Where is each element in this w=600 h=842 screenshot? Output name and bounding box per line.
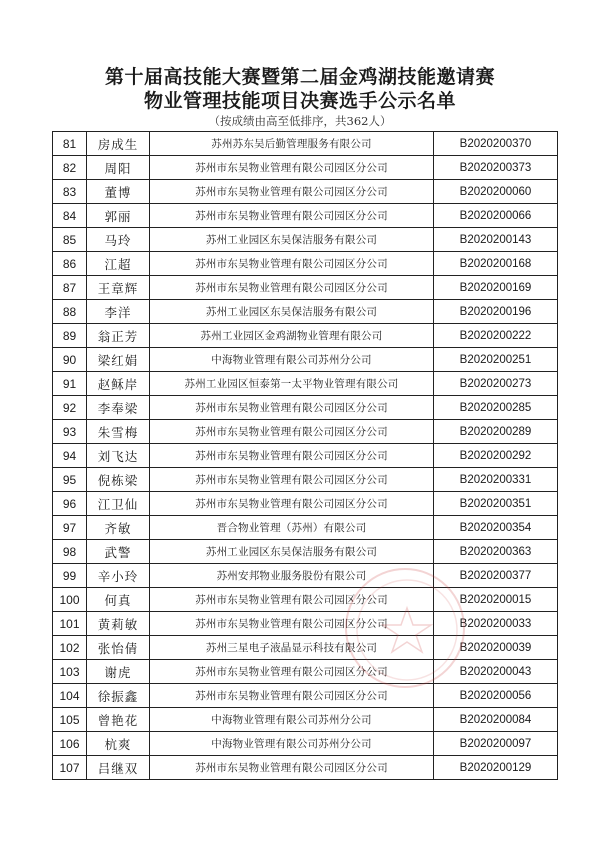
rank-cell: 82 [53, 156, 87, 180]
name-cell: 杭爽 [87, 732, 150, 756]
table-row [53, 252, 558, 276]
name-cell: 江超 [87, 252, 150, 276]
id-cell: B2020200168 [434, 252, 558, 276]
company-cell: 苏州三星电子液晶显示科技有限公司 [150, 636, 434, 660]
name-cell: 朱雪梅 [87, 420, 150, 444]
company-cell: 苏州市东吴物业管理有限公司园区分公司 [150, 492, 434, 516]
rank-cell: 86 [53, 252, 87, 276]
table-row [53, 708, 558, 732]
table-row [53, 612, 558, 636]
company-cell: 苏州工业园区恒泰第一太平物业管理有限公司 [150, 372, 434, 396]
name-cell: 梁红娟 [87, 348, 150, 372]
name-cell: 王章辉 [87, 276, 150, 300]
id-cell: B2020200273 [434, 372, 558, 396]
table-row [53, 684, 558, 708]
rank-cell: 88 [53, 300, 87, 324]
table-row [53, 468, 558, 492]
id-cell: B2020200196 [434, 300, 558, 324]
table-row [53, 132, 558, 156]
company-cell: 中海物业管理有限公司苏州分公司 [150, 732, 434, 756]
id-cell: B2020200377 [434, 564, 558, 588]
contestant-table-body [53, 132, 558, 780]
rank-cell: 89 [53, 324, 87, 348]
company-cell: 苏州市东吴物业管理有限公司园区分公司 [150, 252, 434, 276]
name-cell: 董博 [87, 180, 150, 204]
company-cell: 苏州市东吴物业管理有限公司园区分公司 [150, 612, 434, 636]
rank-cell: 101 [53, 612, 87, 636]
rank-cell: 93 [53, 420, 87, 444]
table-row [53, 276, 558, 300]
rank-cell: 90 [53, 348, 87, 372]
id-cell: B2020200060 [434, 180, 558, 204]
table-row [53, 228, 558, 252]
id-cell: B2020200043 [434, 660, 558, 684]
rank-cell: 97 [53, 516, 87, 540]
name-cell: 刘飞达 [87, 444, 150, 468]
name-cell: 张怡倩 [87, 636, 150, 660]
table-row [53, 516, 558, 540]
table-row [53, 180, 558, 204]
id-cell: B2020200222 [434, 324, 558, 348]
id-cell: B2020200285 [434, 396, 558, 420]
company-cell: 苏州市东吴物业管理有限公司园区分公司 [150, 684, 434, 708]
name-cell: 曾艳花 [87, 708, 150, 732]
rank-cell: 92 [53, 396, 87, 420]
table-row [53, 444, 558, 468]
id-cell: B2020200066 [434, 204, 558, 228]
table-row [53, 396, 558, 420]
id-cell: B2020200097 [434, 732, 558, 756]
company-cell: 苏州苏东吴后勤管理服务有限公司 [150, 132, 434, 156]
name-cell: 倪栋梁 [87, 468, 150, 492]
name-cell: 齐敏 [87, 516, 150, 540]
rank-cell: 83 [53, 180, 87, 204]
rank-cell: 91 [53, 372, 87, 396]
id-cell: B2020200039 [434, 636, 558, 660]
company-cell: 苏州市东吴物业管理有限公司园区分公司 [150, 180, 434, 204]
rank-cell: 87 [53, 276, 87, 300]
id-cell: B2020200351 [434, 492, 558, 516]
table-row [53, 300, 558, 324]
rank-cell: 98 [53, 540, 87, 564]
name-cell: 吕继双 [87, 756, 150, 780]
rank-cell: 106 [53, 732, 87, 756]
id-cell: B2020200370 [434, 132, 558, 156]
name-cell: 翁正芳 [87, 324, 150, 348]
company-cell: 苏州市东吴物业管理有限公司园区分公司 [150, 396, 434, 420]
name-cell: 谢虎 [87, 660, 150, 684]
table-row [53, 156, 558, 180]
table-row [53, 564, 558, 588]
name-cell: 何真 [87, 588, 150, 612]
rank-cell: 103 [53, 660, 87, 684]
rank-cell: 99 [53, 564, 87, 588]
table-row [53, 636, 558, 660]
name-cell: 江卫仙 [87, 492, 150, 516]
company-cell: 中海物业管理有限公司苏州分公司 [150, 348, 434, 372]
rank-cell: 94 [53, 444, 87, 468]
rank-cell: 102 [53, 636, 87, 660]
company-cell: 苏州工业园区东吴保洁服务有限公司 [150, 300, 434, 324]
company-cell: 中海物业管理有限公司苏州分公司 [150, 708, 434, 732]
rank-cell: 81 [53, 132, 87, 156]
id-cell: B2020200143 [434, 228, 558, 252]
name-cell: 李奉梁 [87, 396, 150, 420]
id-cell: B2020200129 [434, 756, 558, 780]
id-cell: B2020200292 [434, 444, 558, 468]
id-cell: B2020200289 [434, 420, 558, 444]
name-cell: 郭丽 [87, 204, 150, 228]
table-row [53, 348, 558, 372]
company-cell: 苏州市东吴物业管理有限公司园区分公司 [150, 660, 434, 684]
table-row [53, 756, 558, 780]
id-cell: B2020200084 [434, 708, 558, 732]
name-cell: 辛小玲 [87, 564, 150, 588]
rank-cell: 95 [53, 468, 87, 492]
document-title-line1: 第十届高技能大赛暨第二届金鸡湖技能邀请赛 [104, 66, 495, 88]
company-cell: 苏州市东吴物业管理有限公司园区分公司 [150, 588, 434, 612]
name-cell: 徐振鑫 [87, 684, 150, 708]
table-row [53, 540, 558, 564]
id-cell: B2020200354 [434, 516, 558, 540]
id-cell: B2020200033 [434, 612, 558, 636]
table-row [53, 660, 558, 684]
table-row [53, 732, 558, 756]
company-cell: 苏州市东吴物业管理有限公司园区分公司 [150, 756, 434, 780]
rank-cell: 104 [53, 684, 87, 708]
id-cell: B2020200331 [434, 468, 558, 492]
document-title-line2: 物业管理技能项目决赛选手公示名单 [143, 90, 456, 112]
id-cell: B2020200056 [434, 684, 558, 708]
rank-cell: 107 [53, 756, 87, 780]
company-cell: 苏州工业园区东吴保洁服务有限公司 [150, 540, 434, 564]
document-subtitle: （按成绩由高至低排序，共362人） [208, 114, 392, 128]
contestant-table [52, 131, 558, 780]
name-cell: 李洋 [87, 300, 150, 324]
table-row [53, 324, 558, 348]
rank-cell: 85 [53, 228, 87, 252]
company-cell: 苏州工业园区东吴保洁服务有限公司 [150, 228, 434, 252]
table-row [53, 588, 558, 612]
id-cell: B2020200373 [434, 156, 558, 180]
company-cell: 苏州市东吴物业管理有限公司园区分公司 [150, 468, 434, 492]
table-row [53, 204, 558, 228]
table-row [53, 492, 558, 516]
company-cell: 苏州市东吴物业管理有限公司园区分公司 [150, 276, 434, 300]
company-cell: 苏州市东吴物业管理有限公司园区分公司 [150, 156, 434, 180]
rank-cell: 100 [53, 588, 87, 612]
rank-cell: 84 [53, 204, 87, 228]
table-row [53, 372, 558, 396]
company-cell: 晋合物业管理（苏州）有限公司 [150, 516, 434, 540]
id-cell: B2020200169 [434, 276, 558, 300]
name-cell: 马玲 [87, 228, 150, 252]
rank-cell: 96 [53, 492, 87, 516]
table-row [53, 420, 558, 444]
company-cell: 苏州安邦物业服务股份有限公司 [150, 564, 434, 588]
id-cell: B2020200015 [434, 588, 558, 612]
id-cell: B2020200251 [434, 348, 558, 372]
company-cell: 苏州工业园区金鸡湖物业管理有限公司 [150, 324, 434, 348]
company-cell: 苏州市东吴物业管理有限公司园区分公司 [150, 204, 434, 228]
id-cell: B2020200363 [434, 540, 558, 564]
name-cell: 房成生 [87, 132, 150, 156]
name-cell: 赵稣岸 [87, 372, 150, 396]
name-cell: 武警 [87, 540, 150, 564]
company-cell: 苏州市东吴物业管理有限公司园区分公司 [150, 444, 434, 468]
company-cell: 苏州市东吴物业管理有限公司园区分公司 [150, 420, 434, 444]
name-cell: 周阳 [87, 156, 150, 180]
name-cell: 黄莉敏 [87, 612, 150, 636]
rank-cell: 105 [53, 708, 87, 732]
